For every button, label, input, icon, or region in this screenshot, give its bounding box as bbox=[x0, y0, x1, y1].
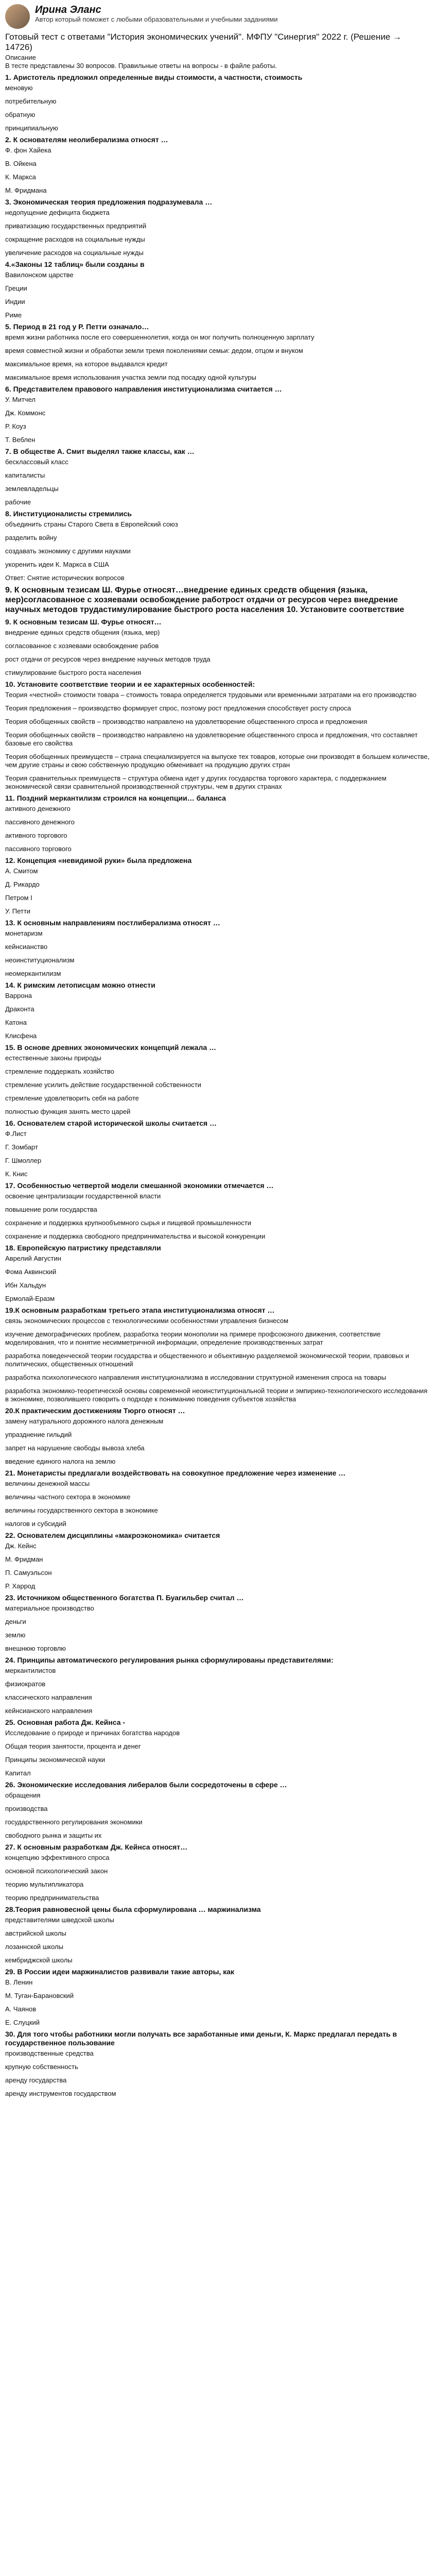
question-text: 15. В основе древних экономических концепций лежала … bbox=[5, 1043, 217, 1052]
answer-option: Дж. Кейнс bbox=[5, 1542, 37, 1550]
question-text: 9. К основным тезисам Ш. Фурье относят… bbox=[5, 618, 162, 626]
avatar[interactable] bbox=[5, 4, 30, 29]
question-text: 9. К основным тезисам Ш. Фурье относят…внедрение единых средств общения (языка, мер)согласованное с хозяевами освобождение работрост отдачи от ресурсов через внедрение научных методов трудастимулирование быстрого роста населения 10. Установите соответствие bbox=[5, 586, 405, 614]
answer-option: Теория «честной» стоимости товара – стоимость товара определяется трудовыми или временными затратами на его производство bbox=[5, 691, 417, 699]
answer-option: Индии bbox=[5, 298, 25, 306]
answer-option: обращения bbox=[5, 1791, 41, 1799]
answer-option: сохранение и поддержка крупнообъемного сырья и пищевой промышленности bbox=[5, 1219, 251, 1227]
question-text: 1. Аристотель предложил определенные виды стоимости, а частности, стоимость bbox=[5, 73, 303, 81]
answer-option: Г. Зомбарт bbox=[5, 1143, 38, 1151]
answer-option: запрет на нарушение свободы вывоза хлеба bbox=[5, 1444, 145, 1452]
answer-option: теорию мультипликатора bbox=[5, 1880, 84, 1888]
question-block bbox=[5, 1843, 431, 1902]
question-text: 5. Период в 21 год у Р. Петти означало… bbox=[5, 323, 149, 331]
answer-option: Ответ: Снятие исторических вопросов bbox=[5, 574, 125, 582]
answer-option: разработка поведенческой теории государства и общественного и объективную разделяемой экономической теории, правовых и политических, общественных отношений bbox=[5, 1352, 409, 1368]
answer-option: максимальное время использования участка земли под посадку одной культуры bbox=[5, 374, 256, 381]
answer-option: производственные средства bbox=[5, 2049, 94, 2057]
answer-option: Р. Харрод bbox=[5, 1582, 36, 1590]
answer-option: пассивного торгового bbox=[5, 845, 72, 853]
answer-option: Ермолай-Еразм bbox=[5, 1295, 55, 1302]
question-block bbox=[5, 981, 431, 1040]
answer-option: рабочие bbox=[5, 498, 31, 506]
question-block bbox=[5, 260, 431, 319]
author-header bbox=[5, 4, 431, 29]
question-text: 29. В России идеи маржиналистов развивали такие авторы, как bbox=[5, 1968, 234, 1976]
answer-option: М. Фридман bbox=[5, 1555, 43, 1563]
answer-option: физиократов bbox=[5, 1680, 46, 1688]
answer-option: П. Самуэльсон bbox=[5, 1569, 52, 1577]
question-text: 10. Установите соответствие теории и ее характерных особенностей: bbox=[5, 680, 255, 688]
answer-option: государственного регулирования экономики bbox=[5, 1818, 143, 1826]
answer-option: Т. Веблен bbox=[5, 436, 36, 444]
author-info bbox=[35, 4, 278, 23]
answer-option: Ибн Хальдун bbox=[5, 1281, 46, 1289]
question-block bbox=[5, 1531, 431, 1590]
answer-option: время жизни работника после его совершеннолетия, когда он мог получить полноценную зарплату bbox=[5, 333, 315, 341]
answer-option: разработка экономико-теоретической основы современной неоинституциональной теории и эмпирико-технологического исследования в экономике, позволившего говорить о подходе к пониманию поведения субъектов хозяйства bbox=[5, 1387, 428, 1403]
answer-option: повышение роли государства bbox=[5, 1206, 97, 1213]
answer-option: Петром I bbox=[5, 894, 32, 902]
answer-option: внешнюю торговлю bbox=[5, 1645, 66, 1652]
question-text: 27. К основным разработкам Дж. Кейнса относят… bbox=[5, 1843, 188, 1851]
question-text: 11. Поздний меркантилизм строился на концепции… баланса bbox=[5, 794, 226, 802]
answer-option: кейнсианство bbox=[5, 943, 48, 951]
questions-list bbox=[5, 73, 431, 2098]
answer-option: производства bbox=[5, 1805, 48, 1812]
question-block bbox=[5, 1181, 431, 1241]
answer-option: сохранение и поддержка свободного предпринимательства и высокой конкуренции bbox=[5, 1232, 266, 1240]
answer-option: Д. Рикардо bbox=[5, 880, 40, 888]
question-text: 6. Представителем правового направления институционализма считается … bbox=[5, 385, 282, 393]
answer-option: объединить страны Старого Света в Европейский союз bbox=[5, 520, 178, 528]
question-block bbox=[5, 1406, 431, 1466]
question-text: 13. К основным направлениям постлиберализма относят … bbox=[5, 919, 220, 927]
answer-option: австрийской школы bbox=[5, 1929, 66, 1937]
answer-option: Драконта bbox=[5, 1005, 34, 1013]
answer-option: материальное производство bbox=[5, 1604, 94, 1612]
answer-option: внедрение единых средств общения (языка, мер) bbox=[5, 629, 160, 636]
question-text: 4.«Законы 12 таблиц» были созданы в bbox=[5, 260, 145, 268]
answer-option: Катона bbox=[5, 1019, 27, 1026]
answer-option: Г. Шмоллер bbox=[5, 1157, 42, 1164]
answer-option: активного денежного bbox=[5, 805, 71, 812]
question-text: 23. Источником общественного богатства П. Буагильбер считал … bbox=[5, 1594, 244, 1602]
question-text: 18. Европейскую патристику представляли bbox=[5, 1244, 161, 1252]
description bbox=[5, 54, 431, 70]
answer-option: Теория обобщенных свойств – производство направлено на удовлетворение общественного спроса и предложения, что составляет базовые его свойства bbox=[5, 731, 418, 747]
answer-option: Дж. Коммонс bbox=[5, 409, 46, 417]
answer-option: Р. Коуз bbox=[5, 422, 26, 430]
answer-option: У. Митчел bbox=[5, 396, 36, 403]
question-text: 3. Экономическая теория предложения подразумевала … bbox=[5, 198, 213, 206]
answer-option: активного торгового bbox=[5, 832, 67, 839]
answer-option: стимулирование быстрого роста населения bbox=[5, 669, 142, 676]
answer-option: Клисфена bbox=[5, 1032, 37, 1040]
answer-option: рост отдачи от ресурсов через внедрение научных методов труда bbox=[5, 655, 211, 663]
page-title: Готовый тест с ответами "История экономических учений". МФПУ "Синергия" 2022 г. (Решение → 14726) bbox=[5, 32, 402, 52]
question-block bbox=[5, 447, 431, 506]
answer-option: связь экономических процессов с технологическими особенностями управления бизнесом bbox=[5, 1317, 289, 1325]
answer-option: Капитал bbox=[5, 1769, 31, 1777]
question-text: 17. Особенностью четвертой модели смешанной экономики отмечается … bbox=[5, 1181, 274, 1190]
answer-option: потребительную bbox=[5, 97, 57, 105]
answer-option: Аврелий Августин bbox=[5, 1255, 61, 1262]
answer-option: стремление поддержать хозяйство bbox=[5, 1067, 114, 1075]
question-block bbox=[5, 856, 431, 916]
question-block bbox=[5, 1781, 431, 1840]
answer-option: меркантилистов bbox=[5, 1667, 56, 1674]
answer-option: Принципы экономической науки bbox=[5, 1756, 106, 1764]
question-text: 12. Концепция «невидимой руки» была предложена bbox=[5, 856, 192, 865]
question-block bbox=[5, 1968, 431, 2027]
answer-option: М. Туган-Барановский bbox=[5, 1992, 74, 1999]
question-block bbox=[5, 585, 431, 615]
answer-option: аренду государства bbox=[5, 2076, 67, 2084]
question-block bbox=[5, 1656, 431, 1715]
answer-option: укоренить идеи К. Маркса в США bbox=[5, 561, 109, 568]
answer-option: изучение демографических проблем, разработка теории монополии на примере профсоюзного движения, соответствие моделирования, что и понятие несимметричной информации, определение производственных затрат bbox=[5, 1330, 381, 1346]
answer-option: Теория сравнительных преимуществ – структура обмена идет у других государства торгового характера, с поддержанием экономической связи сравнительной производственной структуры, чем в других странах bbox=[5, 774, 387, 790]
question-block bbox=[5, 794, 431, 853]
question-block bbox=[5, 2030, 431, 2098]
question-text: 30. Для того чтобы работники могли получать все заработанные ими деньги, К. Маркс предлагал передать в государственное пользование bbox=[5, 2030, 397, 2047]
answer-option: землевладельцы bbox=[5, 485, 59, 493]
answer-option: принципиальную bbox=[5, 124, 58, 132]
answer-option: представителями шведской школы bbox=[5, 1916, 114, 1924]
answer-option: замену натурального дорожного налога денежным bbox=[5, 1417, 164, 1425]
answer-option: У. Петти bbox=[5, 907, 31, 915]
answer-option: Греции bbox=[5, 284, 27, 292]
answer-option: обратную bbox=[5, 111, 36, 118]
answer-option: землю bbox=[5, 1631, 26, 1639]
answer-option: полностью функция занять место царей bbox=[5, 1108, 131, 1115]
answer-option: увеличение расходов на социальные нужды bbox=[5, 249, 144, 257]
question-text: 19.К основным разработкам третьего этапа институционализма относят … bbox=[5, 1306, 275, 1314]
question-text: 28.Теория равновесной цены была сформулирована … маржинализма bbox=[5, 1905, 261, 1913]
answer-option: налогов и субсидий bbox=[5, 1520, 66, 1528]
question-text: 14. К римским летописцам можно отнести bbox=[5, 981, 155, 989]
answer-option: В. Ойкена bbox=[5, 160, 37, 167]
answer-option: Фома Аквинский bbox=[5, 1268, 57, 1276]
answer-option: К. Книс bbox=[5, 1170, 28, 1178]
answer-option: разделить войну bbox=[5, 534, 57, 541]
question-block bbox=[5, 385, 431, 444]
answer-option: Теория предложения – производство формирует спрос, поэтому рост предложения способствует росту спроса bbox=[5, 704, 351, 712]
answer-option: Варрона bbox=[5, 992, 32, 999]
answer-option: Ф. фон Хайека bbox=[5, 146, 51, 154]
answer-option: введение единого налога на землю bbox=[5, 1458, 116, 1465]
answer-option: К. Маркса bbox=[5, 173, 36, 181]
answer-option: недопущение дефицита бюджета bbox=[5, 209, 110, 216]
answer-option: Е. Слуцкий bbox=[5, 2019, 40, 2026]
question-text: 20.К практическим достижениям Тюрго относят … bbox=[5, 1406, 185, 1415]
question-block bbox=[5, 618, 431, 677]
answer-option: А. Чаянов bbox=[5, 2005, 37, 2013]
answer-option: крупную собственность bbox=[5, 2063, 78, 2071]
answer-option: деньги bbox=[5, 1618, 26, 1625]
answer-option: классического направления bbox=[5, 1693, 92, 1701]
question-text: 21. Монетаристы предлагали воздействовать на совокупное предложение через изменение … bbox=[5, 1469, 346, 1477]
question-block bbox=[5, 135, 431, 195]
question-block bbox=[5, 1718, 431, 1777]
question-block bbox=[5, 1594, 431, 1653]
answer-option: величины денежной массы bbox=[5, 1480, 90, 1487]
answer-option: неоинституционализм bbox=[5, 956, 75, 964]
answer-option: величины государственного сектора в экономике bbox=[5, 1506, 158, 1514]
answer-option: согласованное с хозяевами освобождение рабов bbox=[5, 642, 159, 650]
question-block bbox=[5, 1043, 431, 1116]
answer-option: свободного рынка и защиты их bbox=[5, 1832, 102, 1839]
question-text: 24. Принципы автоматического регулирования рынка сформулированы представителями: bbox=[5, 1656, 334, 1664]
question-block bbox=[5, 1469, 431, 1528]
answer-option: В. Ленин bbox=[5, 1978, 33, 1986]
answer-option: кембриджской школы bbox=[5, 1956, 73, 1964]
answer-option: Ф.Лист bbox=[5, 1130, 27, 1138]
answer-option: упразднение гильдий bbox=[5, 1431, 72, 1438]
question-text: 25. Основная работа Дж. Кейнса - bbox=[5, 1718, 126, 1726]
answer-option: Теория обобщенных преимуществ – страна специализируется на выпуске тех товаров, которые они производят в большем количестве, чем другие страны и свою собственную продукцию обменивает на продукцию других стран bbox=[5, 753, 430, 769]
question-text: 8. Институционалисты стремились bbox=[5, 510, 132, 518]
answer-option: стремление усилить действие государственной собственности bbox=[5, 1081, 201, 1089]
description-line: В тесте представлены 30 вопросов. Правильные ответы на вопросы - в файле работы. bbox=[5, 62, 277, 70]
answer-option: аренду инструментов государством bbox=[5, 2090, 116, 2097]
answer-option: стремление удовлетворить себя на работе bbox=[5, 1094, 139, 1102]
answer-option: А. Смитом bbox=[5, 867, 38, 875]
answer-option: лозаннской школы bbox=[5, 1943, 63, 1951]
author-name[interactable]: Ирина Эланс bbox=[35, 4, 101, 15]
question-block bbox=[5, 1306, 431, 1403]
answer-option: Вавилонском царстве bbox=[5, 271, 74, 279]
answer-option: капиталисты bbox=[5, 471, 45, 479]
question-block bbox=[5, 323, 431, 382]
answer-option: концепцию эффективного спроса bbox=[5, 1854, 110, 1861]
answer-option: разработка психологического направления институционализма в исследовании структурной изменения спроса на товары bbox=[5, 1374, 387, 1381]
answer-option: время совместной жизни и обработки земли тремя поколениями семьи: дедом, отцом и внуком bbox=[5, 347, 303, 354]
answer-option: неомеркантилизм bbox=[5, 970, 61, 977]
answer-option: монетаризм bbox=[5, 929, 43, 937]
question-block bbox=[5, 510, 431, 582]
answer-option: Риме bbox=[5, 311, 22, 319]
answer-option: бесклассовый класс bbox=[5, 458, 68, 466]
answer-option: теорию предпринимательства bbox=[5, 1894, 99, 1902]
question-block bbox=[5, 1905, 431, 1964]
answer-option: приватизацию государственных предприятий bbox=[5, 222, 147, 230]
answer-option: величины частного сектора в экономике bbox=[5, 1493, 131, 1501]
question-text: 7. В обществе А. Смит выделял также классы, как … bbox=[5, 447, 195, 455]
question-text: 16. Основателем старой исторической школы считается … bbox=[5, 1119, 217, 1127]
question-block bbox=[5, 680, 431, 791]
question-block bbox=[5, 198, 431, 257]
answer-option: М. Фридмана bbox=[5, 187, 47, 194]
question-block bbox=[5, 919, 431, 978]
answer-option: меновую bbox=[5, 84, 33, 92]
answer-option: пассивного денежного bbox=[5, 818, 75, 826]
description-line: Описание bbox=[5, 54, 36, 61]
answer-option: освоение централизации государственной власти bbox=[5, 1192, 161, 1200]
question-text: 22. Основателем дисциплины «макроэкономика» считается bbox=[5, 1531, 220, 1539]
answer-option: создавать экономику с другими науками bbox=[5, 547, 131, 555]
answer-option: Теория обобщенных свойств – производство направлено на удовлетворение общественного спроса и предложения bbox=[5, 718, 368, 725]
answer-option: максимальное время, на которое выдавался кредит bbox=[5, 360, 168, 368]
answer-option: сокращение расходов на социальные нужды bbox=[5, 235, 145, 243]
answer-option: Общая теория занятости, процента и денег bbox=[5, 1742, 141, 1750]
answer-option: кейнсианского направления bbox=[5, 1707, 93, 1715]
question-block bbox=[5, 73, 431, 132]
author-description: Автор который поможет с любыми образовательными и учебными заданиями bbox=[35, 15, 278, 23]
answer-option: Исследование о природе и причинах богатства народов bbox=[5, 1729, 180, 1737]
question-text: 26. Экономические исследования либералов были сосредоточены в сфере … bbox=[5, 1781, 287, 1789]
question-block bbox=[5, 1119, 431, 1178]
question-block bbox=[5, 1244, 431, 1303]
answer-option: основной психологический закон bbox=[5, 1867, 108, 1875]
answer-option: естественные законы природы bbox=[5, 1054, 101, 1062]
question-text: 2. К основателям неолиберализма относят … bbox=[5, 135, 168, 144]
